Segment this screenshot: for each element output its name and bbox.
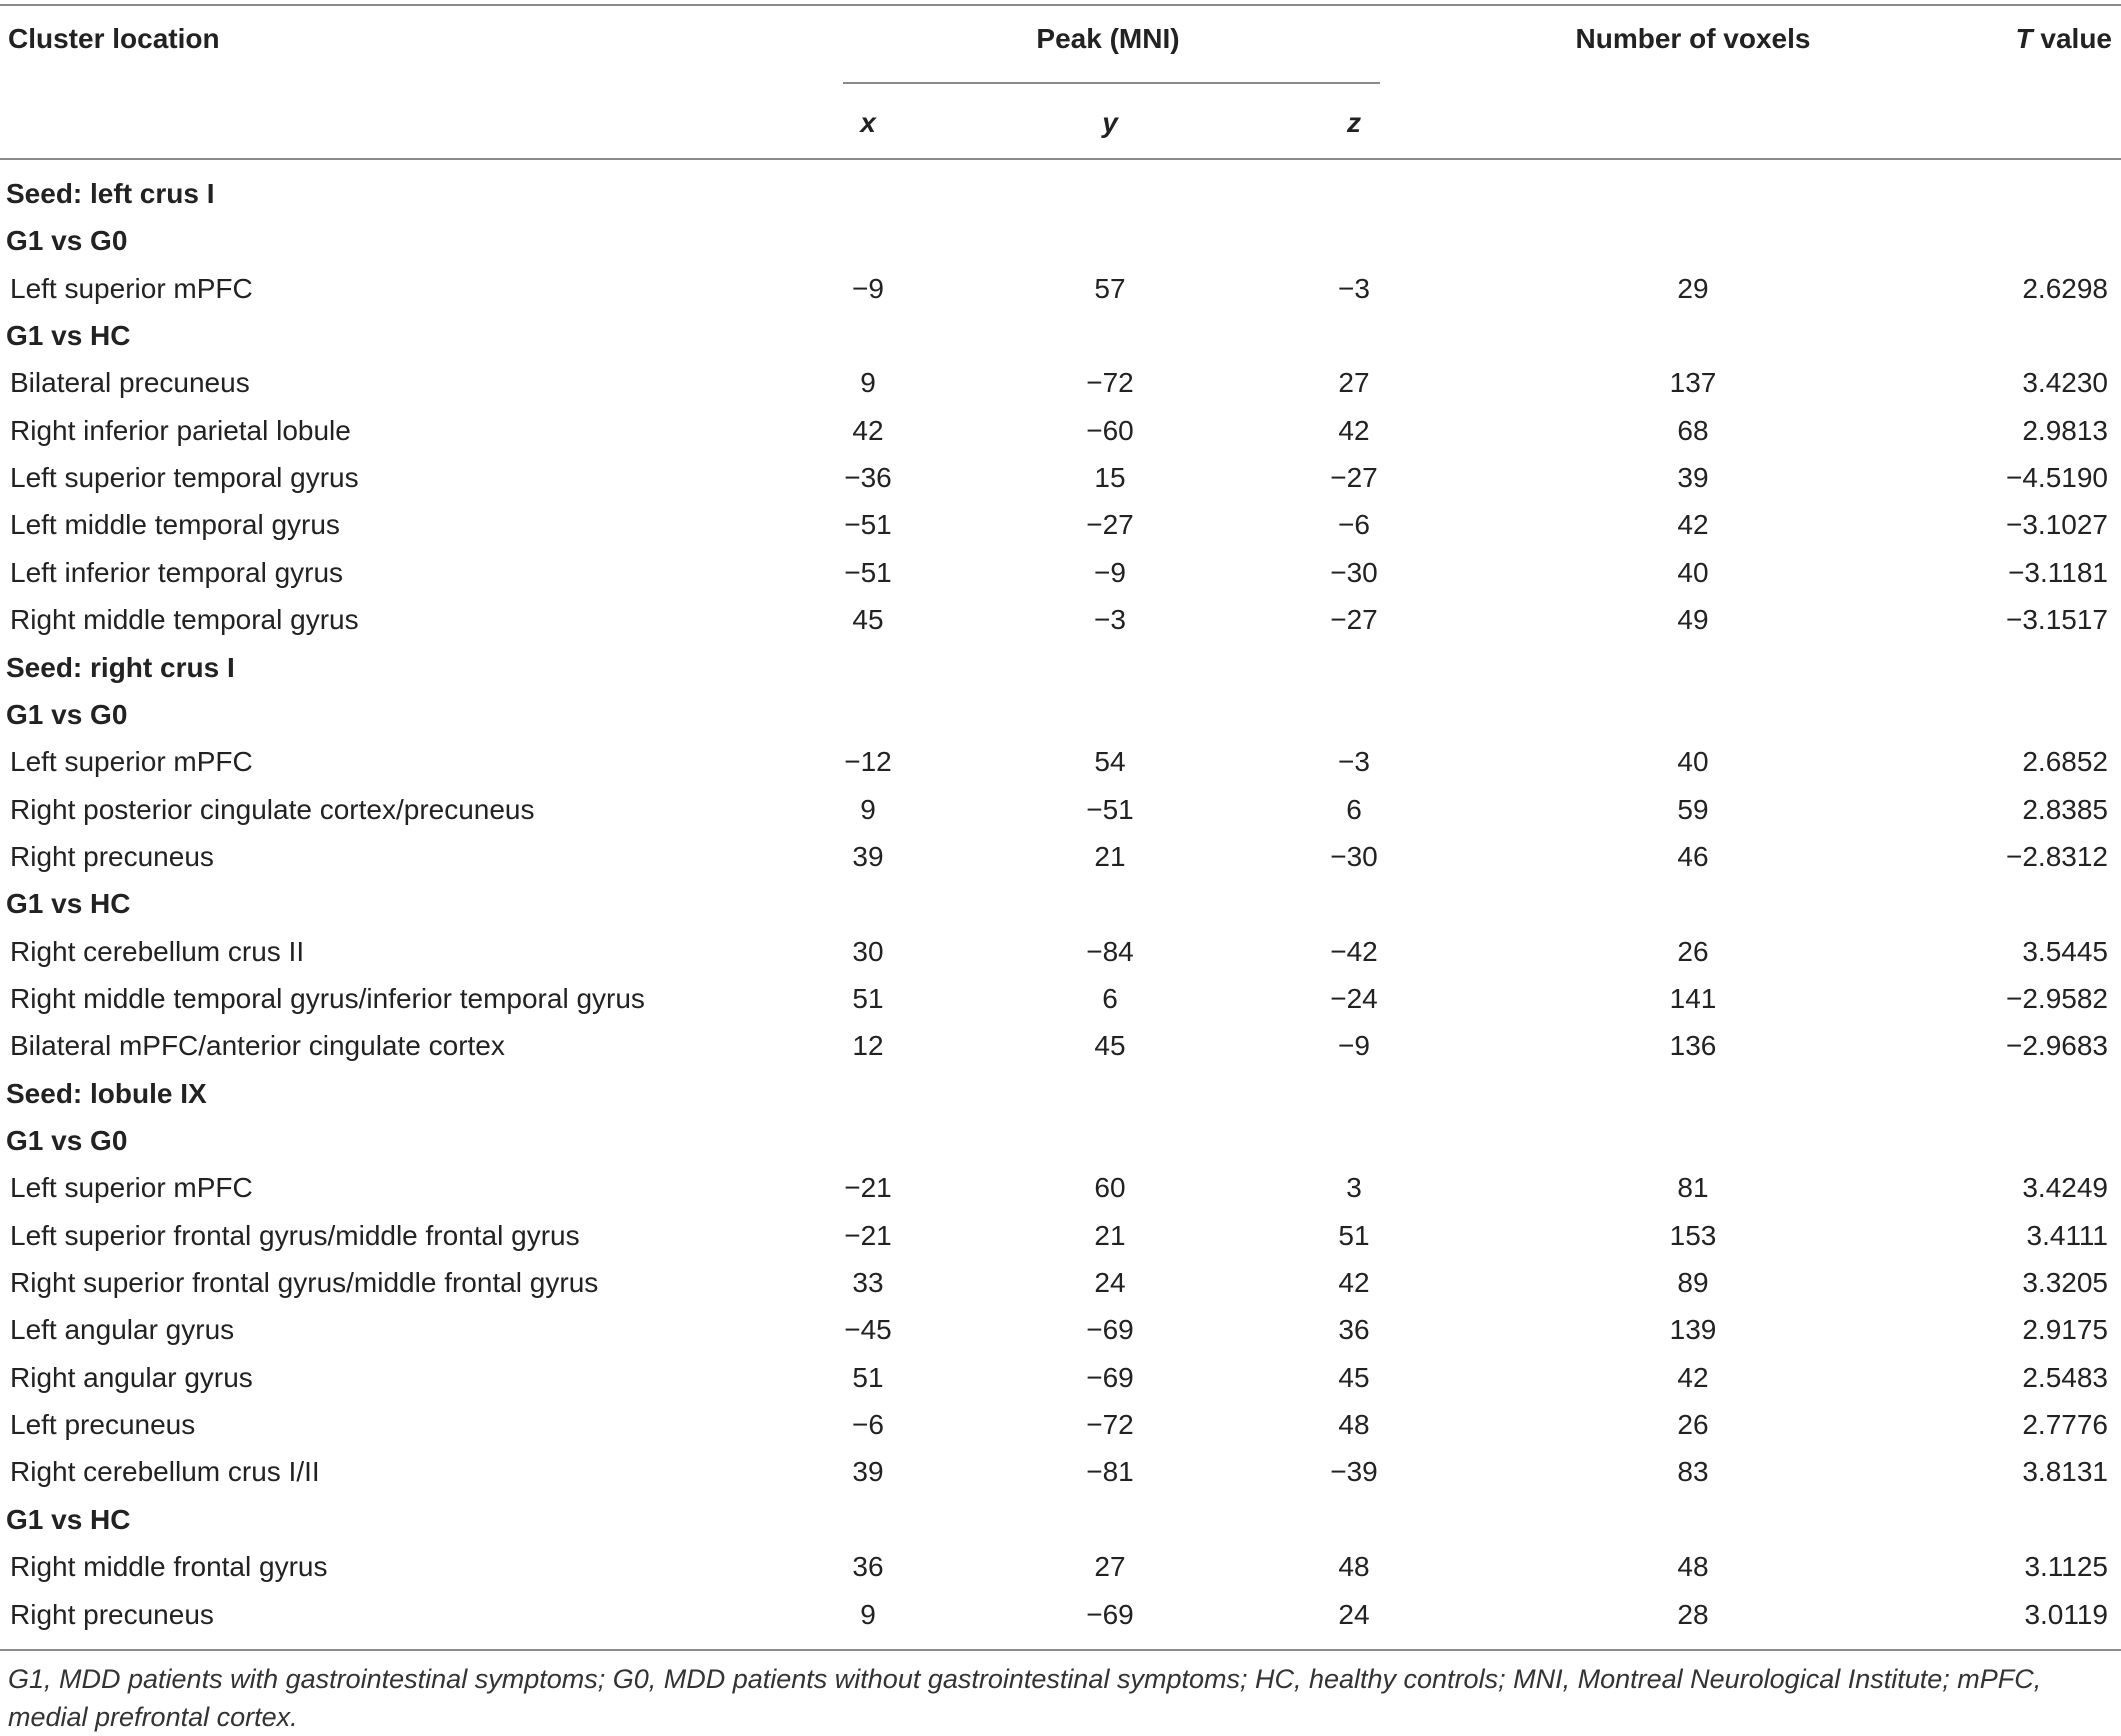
cell-t-value: −2.8312: [2006, 841, 2108, 872]
cell-z: 48: [1338, 1409, 1370, 1440]
cell-t-value: 3.8131: [2022, 1456, 2108, 1487]
cell-cluster-location: Right middle temporal gyrus: [10, 604, 359, 635]
section-heading: G1 vs G0: [6, 225, 128, 256]
cell-cluster-location: Left superior mPFC: [10, 746, 253, 777]
cell-x: −51: [844, 557, 892, 588]
cell-y: −69: [1086, 1314, 1134, 1345]
section-heading: G1 vs HC: [6, 1504, 131, 1535]
cell-z: −39: [1330, 1456, 1378, 1487]
section-heading: G1 vs G0: [6, 699, 128, 730]
cell-z: 3: [1346, 1172, 1362, 1203]
section-heading: G1 vs G0: [6, 1125, 128, 1156]
cell-voxels: 81: [1677, 1172, 1709, 1203]
cell-cluster-location: Left inferior temporal gyrus: [10, 557, 344, 588]
cell-t-value: 2.9813: [2022, 415, 2108, 446]
cell-voxels: 40: [1677, 557, 1709, 588]
cell-x: 9: [860, 367, 876, 398]
cell-z: 51: [1338, 1220, 1370, 1251]
cell-voxels: 137: [1669, 367, 1717, 398]
cell-z: 6: [1346, 794, 1362, 825]
header-t-suffix: value: [2032, 23, 2112, 54]
cell-cluster-location: Left superior mPFC: [10, 273, 253, 304]
header-number-of-voxels: Number of voxels: [1575, 23, 1811, 54]
cell-x: 42: [852, 415, 884, 446]
table-top-rule: [0, 4, 2121, 6]
cell-cluster-location: Left angular gyrus: [10, 1314, 235, 1345]
cell-t-value: 2.8385: [2022, 794, 2108, 825]
cell-x: 45: [852, 604, 884, 635]
cell-z: −30: [1330, 557, 1378, 588]
cell-z: −27: [1330, 462, 1378, 493]
cell-x: −21: [844, 1172, 892, 1203]
cell-y: 27: [1094, 1551, 1126, 1582]
cell-t-value: −3.1517: [2006, 604, 2108, 635]
header-bottom-rule: [0, 158, 2121, 160]
cell-voxels: 136: [1669, 1030, 1717, 1061]
cell-z: −30: [1330, 841, 1378, 872]
section-heading: Seed: lobule IX: [6, 1078, 207, 1109]
table-bottom-rule: [0, 1649, 2121, 1651]
cell-cluster-location: Left precuneus: [10, 1409, 196, 1440]
cell-x: 36: [852, 1551, 884, 1582]
cell-z: 24: [1338, 1599, 1370, 1630]
cell-cluster-location: Right cerebellum crus II: [10, 936, 305, 967]
cell-voxels: 153: [1669, 1220, 1717, 1251]
cell-x: 33: [852, 1267, 884, 1298]
cell-voxels: 89: [1677, 1267, 1709, 1298]
cell-y: 6: [1102, 983, 1118, 1014]
header-x: x: [860, 107, 876, 138]
cell-voxels: 48: [1677, 1551, 1709, 1582]
cell-voxels: 39: [1677, 462, 1709, 493]
cell-x: 51: [852, 983, 884, 1014]
cell-y: 21: [1094, 1220, 1126, 1251]
cell-x: 30: [852, 936, 884, 967]
cell-t-value: −2.9582: [2006, 983, 2108, 1014]
header-peak-mni: Peak (MNI): [1036, 23, 1180, 54]
cell-y: 60: [1094, 1172, 1126, 1203]
section-heading: G1 vs HC: [6, 320, 131, 351]
cell-voxels: 139: [1669, 1314, 1717, 1345]
cell-voxels: 49: [1677, 604, 1709, 635]
cell-z: 42: [1338, 415, 1370, 446]
cell-y: −72: [1086, 1409, 1134, 1440]
cell-t-value: 2.7776: [2022, 1409, 2108, 1440]
cell-y: −51: [1086, 794, 1134, 825]
cell-x: 39: [852, 1456, 884, 1487]
cell-x: −9: [852, 273, 884, 304]
cell-x: 12: [852, 1030, 884, 1061]
cell-x: 9: [860, 1599, 876, 1630]
cell-y: −3: [1094, 604, 1126, 635]
cell-t-value: 2.9175: [2022, 1314, 2108, 1345]
cell-t-value: −2.9683: [2006, 1030, 2108, 1061]
cell-y: −9: [1094, 557, 1126, 588]
cell-y: 45: [1094, 1030, 1126, 1061]
cell-voxels: 68: [1677, 415, 1709, 446]
cell-t-value: 2.6852: [2022, 746, 2108, 777]
cell-t-value: 2.5483: [2022, 1362, 2108, 1393]
cell-voxels: 141: [1669, 983, 1717, 1014]
cell-t-value: 3.4249: [2022, 1172, 2108, 1203]
cell-z: −27: [1330, 604, 1378, 635]
cell-y: −72: [1086, 367, 1134, 398]
cell-cluster-location: Left superior frontal gyrus/middle frontal gyrus: [10, 1220, 580, 1251]
cell-t-value: 2.6298: [2022, 273, 2108, 304]
cell-cluster-location: Bilateral mPFC/anterior cingulate cortex: [10, 1030, 505, 1061]
cell-t-value: −4.5190: [2006, 462, 2108, 493]
cell-x: −6: [852, 1409, 884, 1440]
peak-subheader-rule: [843, 82, 1380, 84]
cell-y: 24: [1094, 1267, 1126, 1298]
section-heading: Seed: left crus I: [6, 178, 215, 209]
cell-voxels: 26: [1677, 936, 1709, 967]
section-heading: Seed: right crus I: [6, 652, 235, 683]
cell-y: −81: [1086, 1456, 1134, 1487]
cell-z: 48: [1338, 1551, 1370, 1582]
cell-voxels: 59: [1677, 794, 1709, 825]
cell-x: −36: [844, 462, 892, 493]
cell-z: −24: [1330, 983, 1378, 1014]
cell-cluster-location: Right cerebellum crus I/II: [10, 1456, 320, 1487]
table-footnote: G1, MDD patients with gastrointestinal symptoms; G0, MDD patients without gastrointestinal symptoms; HC, healthy controls; MNI, Montreal Neurological Institute; mPFC, medial prefrontal cortex.: [8, 1664, 2042, 1732]
header-t-value: [2016, 22, 2113, 56]
cell-x: −51: [844, 509, 892, 540]
header-y: y: [1102, 107, 1118, 138]
cell-cluster-location: Right middle frontal gyrus: [10, 1551, 328, 1582]
cell-y: 54: [1094, 746, 1126, 777]
cell-y: −27: [1086, 509, 1134, 540]
cell-z: 42: [1338, 1267, 1370, 1298]
cell-t-value: 3.4111: [2026, 1220, 2108, 1251]
cell-y: −84: [1086, 936, 1134, 967]
cell-cluster-location: Right precuneus: [10, 841, 214, 872]
cell-voxels: 40: [1677, 746, 1709, 777]
cell-z: −6: [1338, 509, 1370, 540]
cell-cluster-location: Bilateral precuneus: [10, 367, 250, 398]
cell-z: −9: [1338, 1030, 1370, 1061]
cell-x: 9: [860, 794, 876, 825]
cell-voxels: 46: [1677, 841, 1709, 872]
cell-cluster-location: Right middle temporal gyrus/inferior temporal gyrus: [10, 983, 645, 1014]
cell-t-value: −3.1181: [2008, 557, 2108, 588]
cell-x: −12: [844, 746, 892, 777]
cell-voxels: 83: [1677, 1456, 1709, 1487]
cell-x: 51: [852, 1362, 884, 1393]
section-heading: G1 vs HC: [6, 888, 131, 919]
cell-y: 21: [1094, 841, 1126, 872]
cell-cluster-location: Left superior mPFC: [10, 1172, 253, 1203]
cell-y: −69: [1086, 1599, 1134, 1630]
cell-z: −3: [1338, 746, 1370, 777]
header-z: z: [1347, 107, 1361, 138]
cell-z: 27: [1338, 367, 1370, 398]
cell-voxels: 42: [1677, 509, 1709, 540]
cell-t-value: 3.3205: [2022, 1267, 2108, 1298]
cell-cluster-location: Right superior frontal gyrus/middle frontal gyrus: [10, 1267, 599, 1298]
cell-z: 45: [1338, 1362, 1370, 1393]
cell-cluster-location: Left superior temporal gyrus: [10, 462, 359, 493]
cell-x: −21: [844, 1220, 892, 1251]
cell-voxels: 42: [1677, 1362, 1709, 1393]
cell-voxels: 26: [1677, 1409, 1709, 1440]
cell-cluster-location: Right angular gyrus: [10, 1362, 253, 1393]
cell-x: 39: [852, 841, 884, 872]
cell-cluster-location: Left middle temporal gyrus: [10, 509, 340, 540]
cell-z: 36: [1338, 1314, 1370, 1345]
cell-voxels: 28: [1677, 1599, 1709, 1630]
cell-y: −60: [1086, 415, 1134, 446]
cell-t-value: 3.1125: [2024, 1551, 2108, 1582]
cell-y: −69: [1086, 1362, 1134, 1393]
cell-t-value: 3.0119: [2024, 1599, 2108, 1630]
header-cluster-location: Cluster location: [8, 23, 220, 54]
cell-cluster-location: Right precuneus: [10, 1599, 214, 1630]
cell-t-value: −3.1027: [2006, 509, 2108, 540]
cell-z: −42: [1330, 936, 1378, 967]
cell-y: 57: [1094, 273, 1126, 304]
cell-y: 15: [1094, 462, 1126, 493]
cell-voxels: 29: [1677, 273, 1709, 304]
cell-z: −3: [1338, 273, 1370, 304]
header-t-letter: T: [2015, 23, 2033, 54]
cell-t-value: 3.4230: [2022, 367, 2108, 398]
cell-cluster-location: Right posterior cingulate cortex/precuneus: [10, 794, 535, 825]
cell-x: −45: [844, 1314, 892, 1345]
cell-t-value: 3.5445: [2022, 936, 2108, 967]
cell-cluster-location: Right inferior parietal lobule: [10, 415, 351, 446]
